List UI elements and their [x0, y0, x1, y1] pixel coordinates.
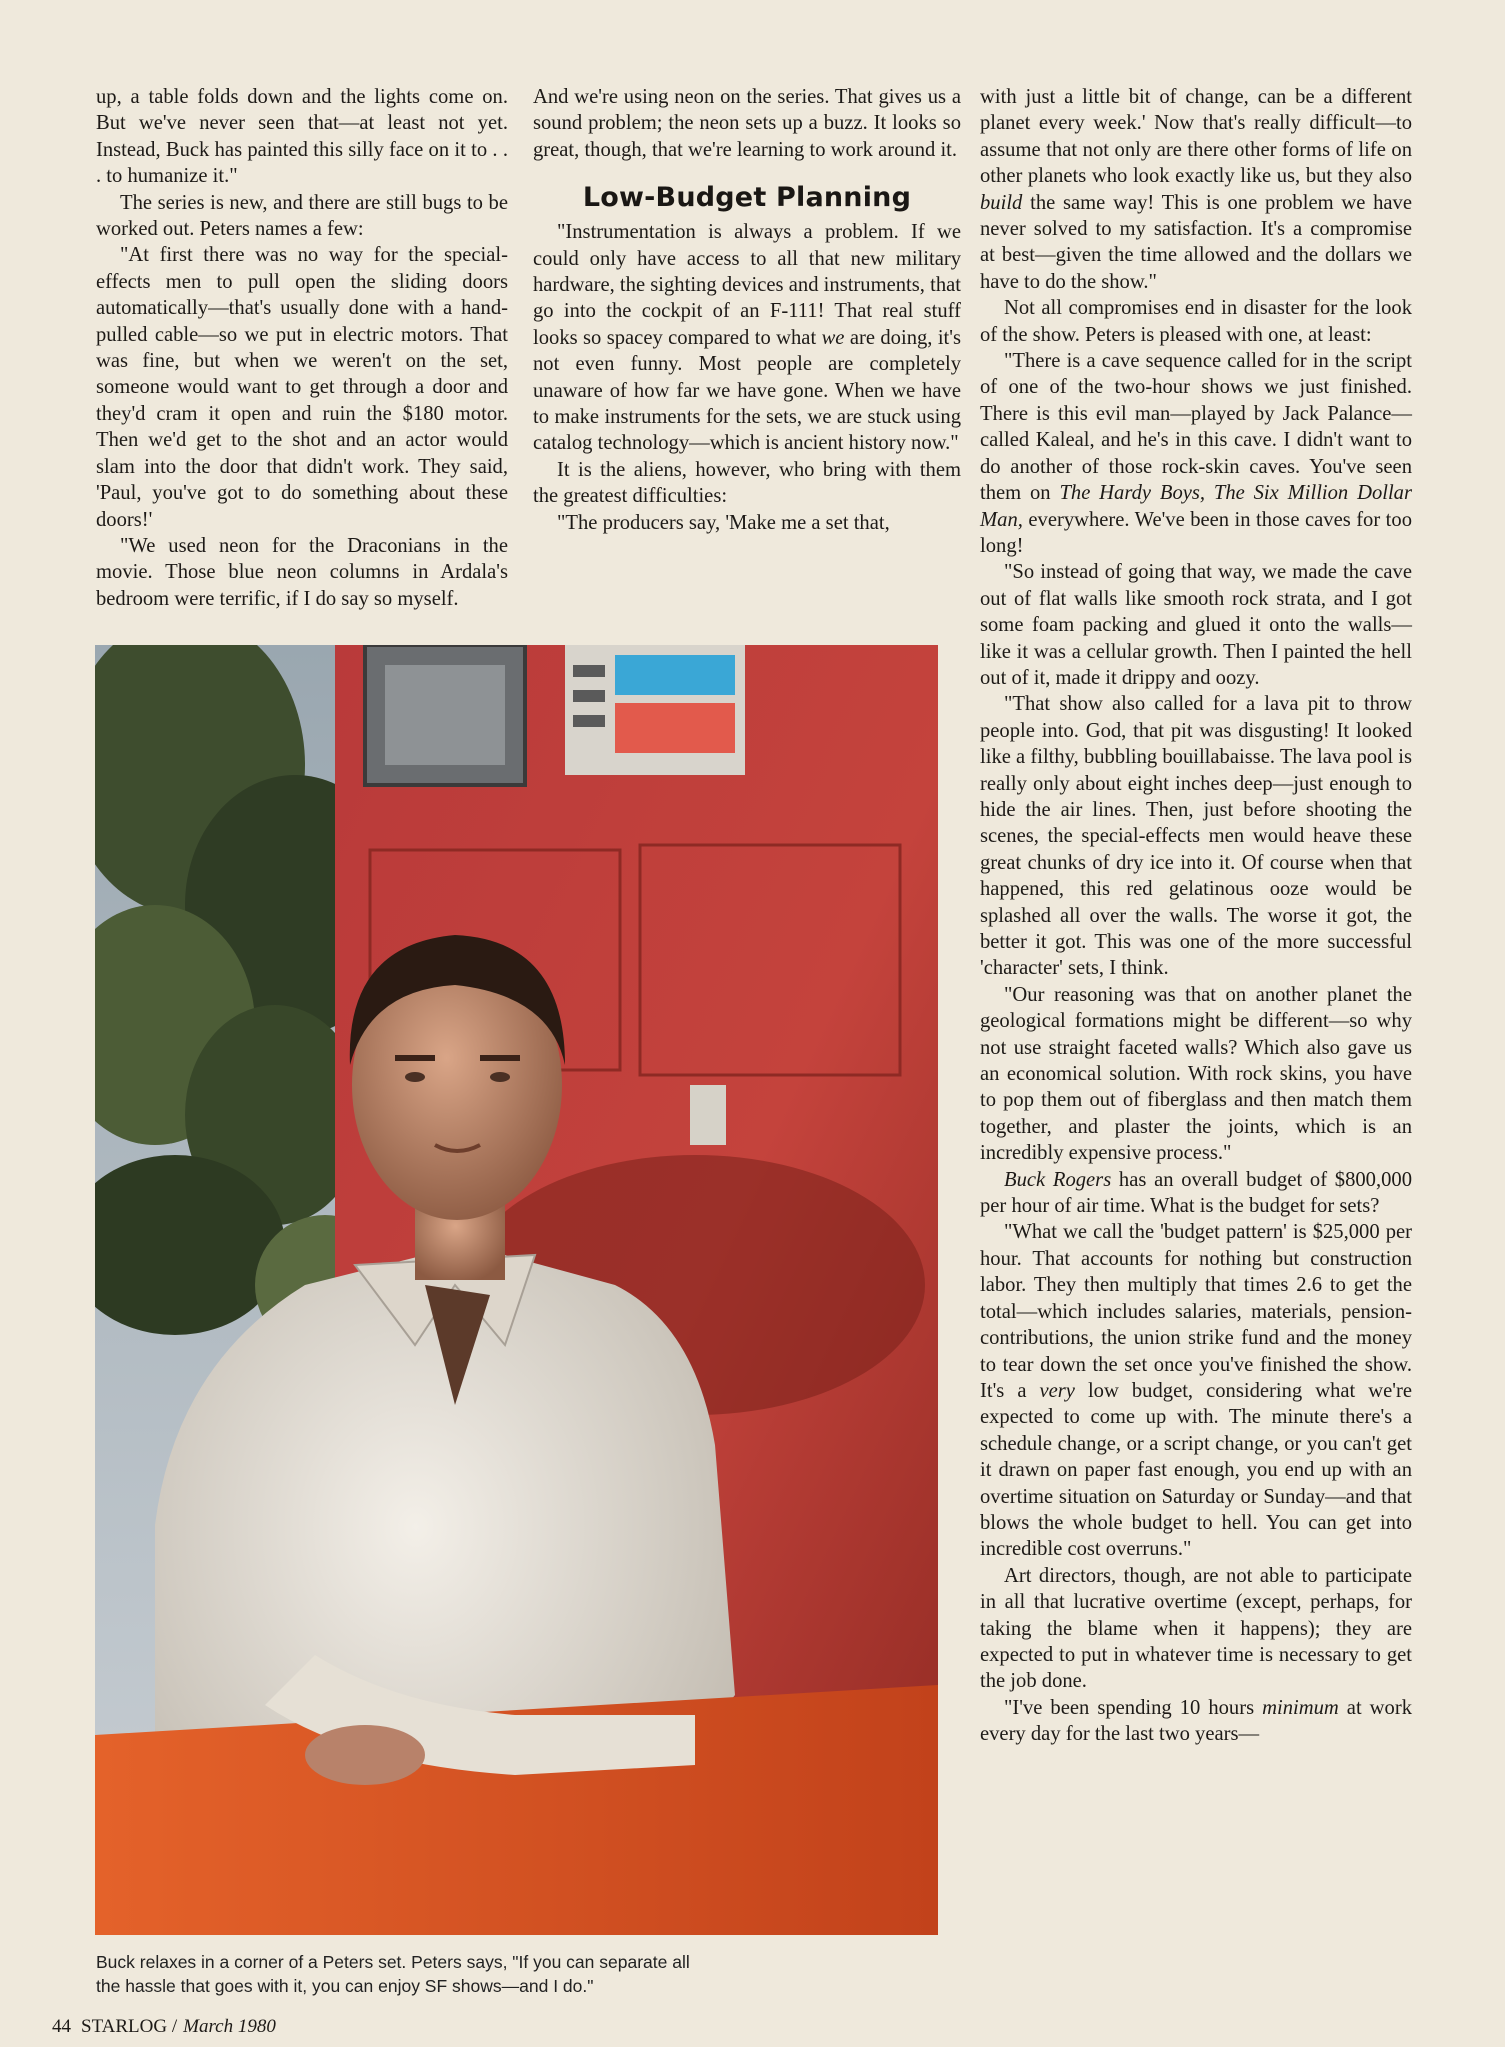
- page-number: 44: [52, 2016, 71, 2037]
- paragraph: "There is a cave sequence called for in the script of one of the two-hour shows we just finished. There is this evil man—played by Jack Palance—called Kaleal, and he's in this cave. I didn't want to do another of those rock-skin caves. You've seen them on The Hardy Boys, The Six Million Dollar Man, everywhere. We've been in those caves for too long!: [980, 350, 1412, 557]
- section-subhead: Low-Budget Planning: [582, 182, 912, 214]
- paragraph: It is the aliens, however, who bring with them the greatest difficulties:: [533, 458, 961, 508]
- issue-date: March 1980: [183, 2016, 276, 2037]
- paragraph: Art directors, though, are not able to participate in all that lucrative overtime (except, perhaps, for taking the blame when it happens); they are expected to put in whatever time is necessary to get the job done.: [980, 1564, 1412, 1693]
- paragraph: "So instead of going that way, we made the cave out of flat walls like smooth rock strata, and I got some foam packing and glued it onto the walls—like it was a cellular growth. Then I painted the hell out of it, made it drippy and oozy.: [980, 561, 1412, 689]
- article-photo: [95, 645, 938, 1935]
- paragraph: "That show also called for a lava pit to throw people into. God, that pit was disgusting! It looked like a filthy, bubbling bouillabaisse. The lava pool is really only about eight inches deep—just enough to hide the air lines. Then, just before shooting the scenes, the special-effects men would heave these great chunks of dry ice into it. Of course when that happened, this red gelatinous ooze would be splashed all over the walls. The worse it got, the better it got. This was one of the more successful 'character' sets, I think.: [980, 693, 1412, 980]
- text-column-2: [533, 84, 961, 536]
- paragraph: "Our reasoning was that on another planet the geological formations might be different—so why not use straight faceted walls? Which also gave us an economical solution. With rock skins, you have to pop them out of fiberglass and then match them together, and plaster the joints, which is an incredibly expensive process.": [980, 983, 1412, 1165]
- text-column-3: [980, 84, 1412, 1748]
- page-folio: [52, 2016, 276, 2038]
- paragraph: Buck Rogers has an overall budget of $800,000 per hour of air time. What is the budget for sets?: [980, 1168, 1412, 1218]
- photo-caption: [96, 1950, 946, 1998]
- paragraph: "What we call the 'budget pattern' is $25,000 per hour. That accounts for nothing but construction labor. They then multiply that times 2.6 to get the total—which includes salaries, materials, pension-contributions, the union strike fund and the money to tear down the set once you've finished the show. It's a very low budget, considering what we're expected to come up with. The minute there's a schedule change, or a script change, or you can't get it drawn on paper fast enough, you end up with an overtime situation on Saturday or Sunday—and that blows the whole budget to hell. You can get into incredible cost overruns.": [980, 1221, 1412, 1561]
- paragraph: The series is new, and there are still bugs to be worked out. Peters names a few:: [96, 191, 508, 241]
- paragraph: "The producers say, 'Make me a set that,: [557, 511, 890, 534]
- paragraph: "We used neon for the Draconians in the movie. Those blue neon columns in Ardala's bedroom were terrific, if I do say so myself.: [96, 534, 508, 610]
- paragraph: And we're using neon on the series. That gives us a sound problem; the neon sets up a buzz. It looks so great, though, that we're learning to work around it.: [533, 86, 961, 161]
- caption-line: the hassle that goes with it, you can enjoy SF shows—and I do.": [96, 1976, 594, 1996]
- paragraph: Not all compromises end in disaster for the look of the show. Peters is pleased with one, at least:: [980, 297, 1412, 346]
- paragraph: "Instrumentation is always a problem. If we could only have access to all that new military hardware, the sighting devices and instruments, that go into the cockpit of an F-111! That real stuff looks so spacey compared to what we are doing, it's not even funny. Most people are completely unaware of how far we have gone. When we have to make instruments for the sets, we are stuck using catalog technology—which is ancient history now.": [533, 221, 961, 455]
- magazine-name: STARLOG: [81, 2016, 168, 2037]
- paragraph: "I've been spending 10 hours minimum at work every day for the last two years—: [980, 1696, 1413, 1746]
- text-column-1: [96, 84, 508, 612]
- paragraph: up, a table folds down and the lights come on. But we've never seen that—at least not yet. Instead, Buck has painted this silly face on it to . . . to humanize it.": [96, 86, 508, 188]
- paragraph: with just a little bit of change, can be a different planet every week.' Now that's really difficult—to assume that not only are there other forms of life on other planets who look exactly like us, but they also build the same way! This is one problem we have never solved to my satisfaction. It's a compromise at best—given the time allowed and the dollars we have to do the show.": [980, 86, 1412, 293]
- folio-separator: /: [171, 2016, 178, 2037]
- caption-line: Buck relaxes in a corner of a Peters set. Peters says, "If you can separate all: [96, 1952, 690, 1972]
- paragraph: "At first there was no way for the special-effects men to pull open the sliding doors automatically—that's usually done with a hand-pulled cable—so we put in electric motors. That was fine, but when we weren't on the set, someone would want to get through a door and they'd cram it open and ruin the $180 motor. Then we'd get to the shot and an actor would slam into the door that didn't work. They said, 'Paul, you've got to do something about these doors!': [96, 244, 508, 531]
- photo-illustration: [95, 645, 938, 1935]
